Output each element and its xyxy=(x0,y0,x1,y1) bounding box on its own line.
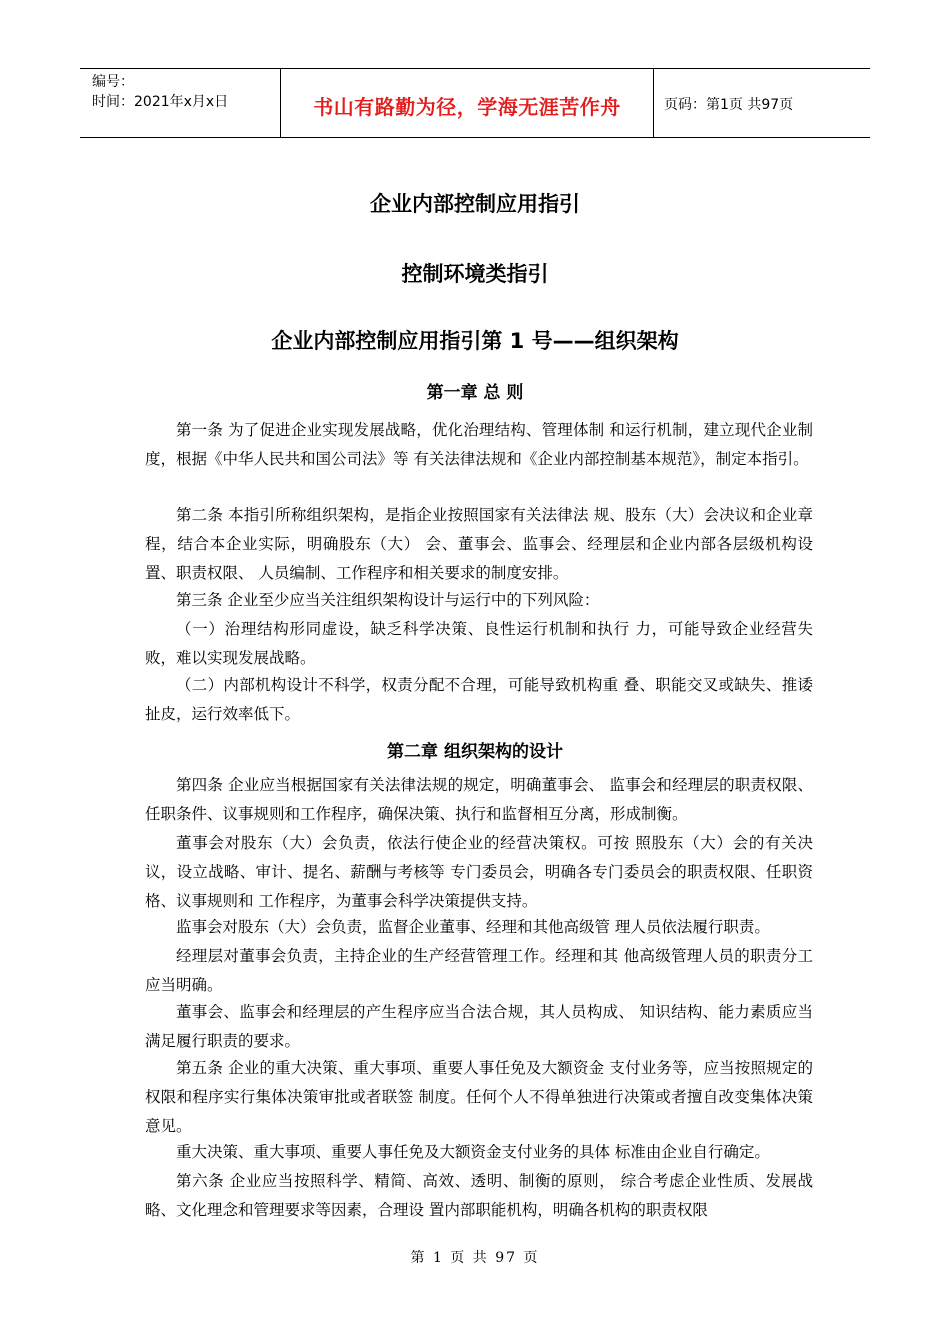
guide-title: 企业内部控制应用指引第 1 号——组织架构 xyxy=(271,329,679,353)
chapter-heading-1: 第一章 总 则 xyxy=(426,383,524,403)
paragraph: 第五条 企业的重大决策、重大事项、重要人事任免及大额资金 支付业务等，应当按照规定的权限和程序实行集体决策审批或者联签 制度。任何个人不得单独进行决策或者擅自改变集体决策意见。 xyxy=(145,1059,813,1135)
paragraph: （一）治理结构形同虚设，缺乏科学决策、良性运行机制和执行 力，可能导致企业经营失败，难以实现发展战略。 xyxy=(145,620,813,667)
document-date: 时间：2021年x月x日 xyxy=(92,94,229,110)
paragraph: 经理层对董事会负责，主持企业的生产经营管理工作。经理和其 他高级管理人员的职责分工应当明确。 xyxy=(145,947,813,994)
document-id-label: 编号： xyxy=(92,74,134,90)
paragraph: 董事会、监事会和经理层的产生程序应当合法合规，其人员构成、 知识结构、能力素质应当满足履行职责的要求。 xyxy=(145,1003,813,1050)
header-page-info: 页码：第1页 共97页 xyxy=(664,97,794,113)
paragraph: （二）内部机构设计不科学，权责分配不合理，可能导致机构重 叠、职能交叉或缺失、推诿扯皮，运行效率低下。 xyxy=(145,676,813,723)
page-header xyxy=(80,68,870,138)
paragraph: 第三条 企业至少应当关注组织架构设计与运行中的下列风险： xyxy=(176,591,600,609)
paragraph: 第一条 为了促进企业实现发展战略，优化治理结构、管理体制 和运行机制，建立现代企业制度，根据《中华人民共和国公司法》等 有关法律法规和《企业内部控制基本规范》，制定本指引。 xyxy=(145,421,813,468)
header-motto: 书山有路勤为径，学海无涯苦作舟 xyxy=(313,95,621,119)
page-footer: 第 1 页 共 97 页 xyxy=(410,1250,540,1266)
chapter-heading-2: 第二章 组织架构的设计 xyxy=(387,742,563,762)
document-title: 企业内部控制应用指引 xyxy=(370,192,580,216)
paragraph: 第二条 本指引所称组织架构，是指企业按照国家有关法律法 规、股东（大）会决议和企业章程，结合本企业实际，明确股东（大） 会、董事会、监事会、经理层和企业内部各层级机构设置、职责权限、 人员编制、工作程序和相关要求的制度安排。 xyxy=(145,506,813,582)
category-title: 控制环境类指引 xyxy=(401,262,549,286)
paragraph: 第四条 企业应当根据国家有关法律法规的规定，明确董事会、 监事会和经理层的职责权限、任职条件、议事规则和工作程序，确保决策、执行和监督相互分离，形成制衡。 xyxy=(145,776,813,823)
paragraph: 董事会对股东（大）会负责，依法行使企业的经营决策权。可按 照股东（大）会的有关决议，设立战略、审计、提名、薪酬与考核等 专门委员会，明确各专门委员会的职责权限、任职资格、议事规则和 工作程序，为董事会科学决策提供支持。 xyxy=(145,834,813,910)
header-motto-cell xyxy=(281,69,654,137)
paragraph: 重大决策、重大事项、重要人事任免及大额资金支付业务的具体 标准由企业自行确定。 xyxy=(176,1143,770,1161)
header-meta-cell xyxy=(80,69,281,137)
paragraph: 第六条 企业应当按照科学、精简、高效、透明、制衡的原则， 综合考虑企业性质、发展战略、文化理念和管理要求等因素，合理设 置内部职能机构，明确各机构的职责权限 xyxy=(145,1172,813,1219)
paragraph: 监事会对股东（大）会负责，监督企业董事、经理和其他高级管 理人员依法履行职责。 xyxy=(176,918,770,936)
header-page-cell xyxy=(654,69,870,137)
